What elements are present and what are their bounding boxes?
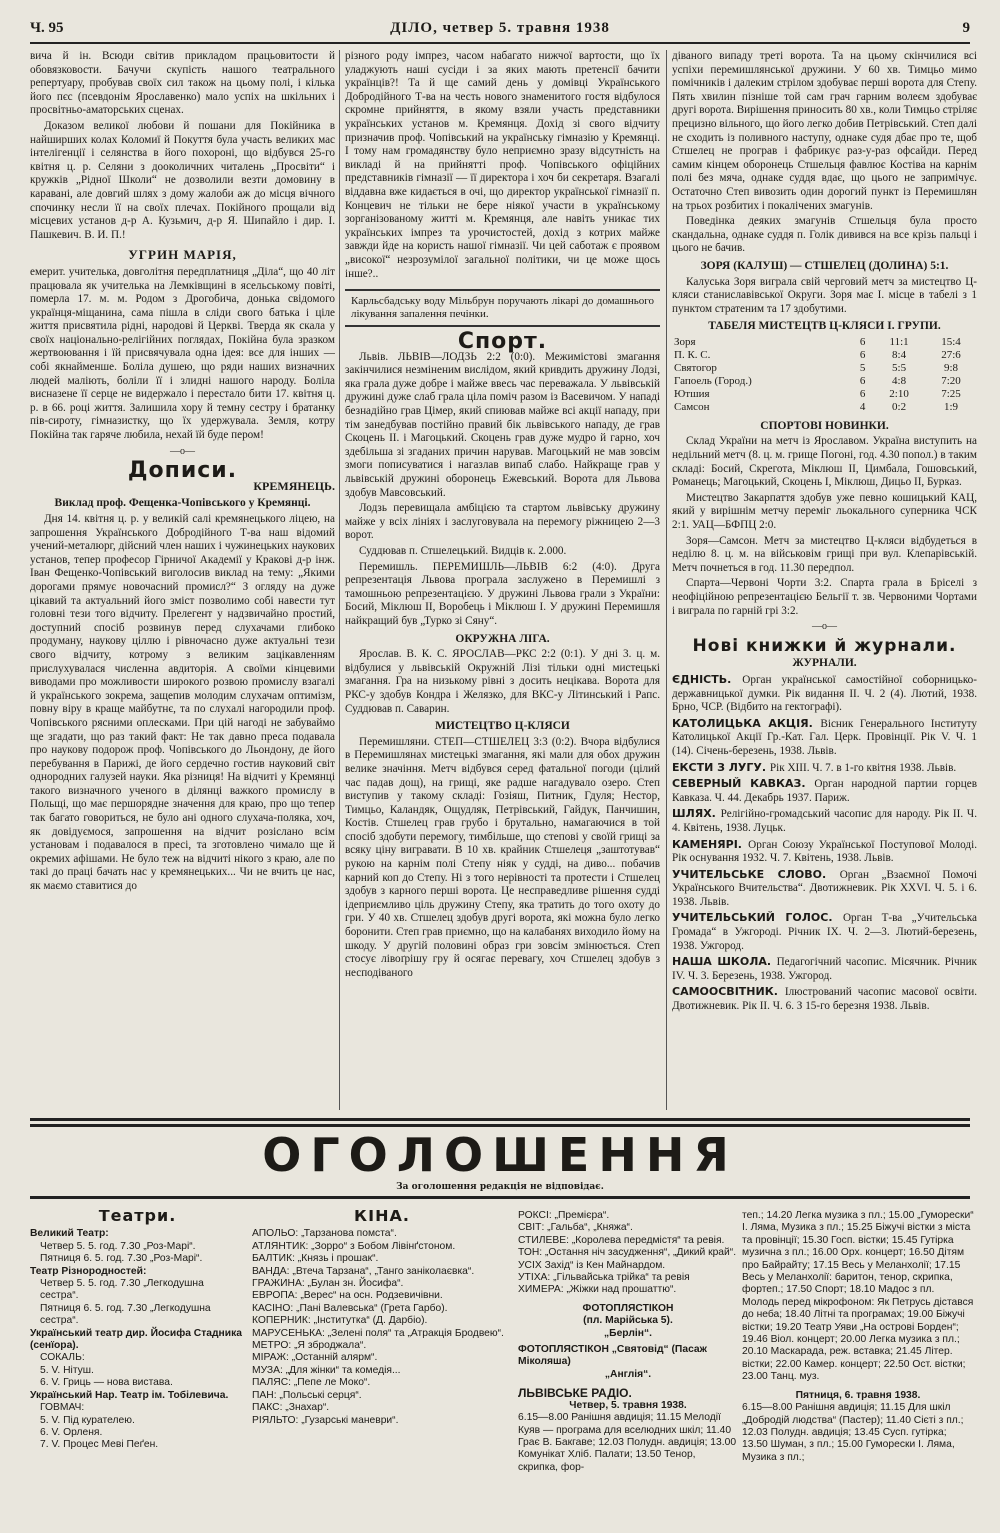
paragraph: Калуська Зоря виграла свій черговий метч за мистецтво Ц-кляси станиславівської Округи. Зоря має І. місце в табелі з 1 пунктом стратеним та 17 здобутими.	[672, 275, 977, 315]
journal-entry	[672, 955, 977, 983]
cinema-line: ВАНДА: „Втеча Тарзана“, „Танго заніколаєвка“.	[252, 1265, 475, 1277]
journal-description: Педагогічний часопис. Місячник. Річник IV. Ч. 3. Березень, 1938. Ужгород.	[672, 956, 977, 982]
table-row	[672, 336, 977, 349]
table-cell: 6	[859, 374, 866, 387]
ads-banner	[30, 1118, 970, 1202]
table-cell: Гапоель (Город.)	[674, 374, 752, 387]
masthead	[30, 18, 970, 44]
performance-line: 6. V. Гриць — нова вистава.	[40, 1377, 173, 1389]
table-cell: 0:2	[892, 400, 907, 413]
journal-title: СЕВЕРНЫЙ КАВКАЗ.	[672, 777, 815, 791]
column-1	[30, 50, 335, 1112]
article-subtitle: Виклад проф. Фещенка-Чопівського у Кремянці.	[54, 497, 311, 510]
paragraph: Суддював п. Стшелецький. Видців к. 2.000.	[359, 545, 567, 557]
column-rule	[339, 50, 340, 1110]
table-cell: 5:5	[892, 361, 907, 374]
journal-description: Рік XIII. Ч. 7. в 1-го квітня 1938. Львів.	[769, 761, 957, 774]
fotoplastikon-title: ФОТОПЛЯСТІКОН	[582, 1302, 674, 1314]
sub-heading: ОКРУЖНА ЛІГА.	[455, 632, 550, 645]
journal-title: УЧИТЕЛЬСЬКИЙ ГОЛОС.	[672, 911, 843, 925]
performance-line: 7. V. Процес Меві Пеґен.	[40, 1439, 159, 1451]
fotoplastikon-2-show: „Англія“.	[604, 1368, 652, 1380]
standings-table	[672, 336, 977, 414]
theatre-name: Український Нар. Театр ім. Тобілевича.	[30, 1389, 229, 1401]
table-cell: 11:1	[889, 335, 909, 348]
performance-line: 5. V. Нітуш.	[40, 1364, 94, 1376]
paragraph: Поведінка деяких змагунів Стшельця була просто скандальна, однаке суддя п. Голік дивився на все крізь пальці і цього не бачив.	[672, 215, 977, 255]
table-cell: 15:4	[941, 335, 961, 348]
cinema-line: АПОЛЬО: „Тарзанова помста“.	[252, 1228, 397, 1240]
journal-description: Ілюстрований часопис масової освіти. Двотижневик. Рік ІІ. Ч. 6. З 15-го березня 1938. Львів.	[672, 986, 977, 1013]
performance-line: ГОВМАЧ:	[40, 1402, 85, 1414]
paragraph: емерит. учителька, довголітня передплатниця „Діла“, що 40 літ працювала як учителька на Лемківщині в ясельському повіті, померла 17. м. м. Родом з Дрогобича, донька свідомого українця-міщанина, сама пішла в сліди свого батька і ціле життя присвятила рідні, народові й Церкві. Тверда як скала у своїх національно-релігійних поглядах, Покійна була зразком жертвоювання і їй присвячувала одна ідея: все для інших — собі якнайменше. Боліла душею, що ряди наших визначних людей маліють, боліли її і злидні нашого народу. Боліла висназене її серце не видержало і перестало бити 17. квітня ц. р. в 66. році життя. Залишила хору й темну сестру і братанку пів-сироту, гімназистку, що їх удержувала. Земля, котру Покійна так гаряче любила, нехай їй буде пером!	[30, 265, 335, 442]
theatres-heading: Театри.	[98, 1210, 177, 1225]
cinema-line: КАСІНО: „Пані Валевська“ (Грета Гарбо).	[252, 1302, 448, 1314]
journal-title: САМООСВІТНИК.	[672, 985, 785, 999]
journal-entry	[672, 868, 977, 910]
journal-description: Орган „Взаємної Помочі Українського Вчительства“. Двотижневик. Рік XXVI. Ч. 5. і 6. 1938. Львів.	[672, 868, 977, 908]
paragraph: Мистецтво Закарпаття здобув уже певно кошицький КАЦ, який у вирішнім метчу переміг льокального суперника ЧСК 2:1. УАЦ—БФПЦ 2:0.	[672, 491, 977, 532]
table-row	[672, 401, 977, 414]
table-cell: 5	[859, 361, 866, 374]
advert-note: Карльсбадську воду Мільбрун поручають лікарі до домашнього лікування запалення печінки.	[345, 289, 660, 327]
cinema-line: ТОН: „Остання ніч засудження“, „Дикий край“.	[518, 1247, 737, 1259]
cinema-line: АТЛЯНТИК: „Зорро“ з Бобом Лівінґстоном.	[252, 1240, 456, 1252]
journal-entry	[672, 911, 977, 953]
table-cell: П. К. С.	[674, 348, 711, 361]
cinema-line: ХИМЕРА: „Жіжки над прошаттю“.	[518, 1284, 677, 1296]
radio-program-continued	[742, 1210, 974, 1528]
newspaper-title: ДІЛО, четвер 5. травня 1938	[390, 20, 610, 36]
journal-entry	[672, 985, 977, 1013]
cinema-line: КОПЕРНИК: „Інститутка“ (Д. Дарбіо).	[252, 1315, 428, 1327]
table-cell: 4	[859, 400, 866, 413]
journal-entry	[672, 717, 977, 759]
journal-title: ЄДНІСТЬ.	[672, 672, 743, 686]
table-cell: 6	[859, 387, 866, 400]
paragraph: різного роду імпрез, часом набагато нижчої вартости, що їх уладжують наші сусіди і за яких мають претенсії бачити українців?! Та й ще самий день у домівці Українського Добродійного Т-ва на честь нового знаменитого гостя відбулося скромне прийняття, в якому взяли участь представники українських установ м. Кремянця. Дохід зі свого відчиту призначив проф. Чопівський на українську гімназію у Кремянці. І тому нам громадянству було неприємно зразу відсутність на викладі й на прийнятті проф. Чопівського офіційних представників гімназії — її директора і хоч би секретаря. Взагалі віддавна вже кидається в очі, що директор української гімназії п. Концевич не тільки не бере ніякої участи в українському зорганізованому житті м. Кремянця, але навіть уникає тих українських імпрез та урочистостей, дохід з котрих майже завжди йде на користь нашої гімназії. Чи цей саботаж є проявом „високої“ незрозумілої загальної політики, чи це може щось інше?..	[345, 50, 660, 280]
radio-day: Четвер, 5. травня 1938.	[569, 1399, 687, 1411]
separator: —o—	[170, 445, 195, 457]
fotoplastikon-2: ФОТОПЛЯСТІКОН „Святовід“ (Пасаж Міколяша)	[518, 1344, 707, 1368]
radio-title: ЛЬВІВСЬКЕ РАДІО.	[518, 1386, 632, 1401]
table-cell: 1:9	[943, 400, 959, 413]
place-heading: КРЕМЯНЕЦЬ.	[253, 478, 335, 493]
fotoplastikon-address: (пл. Марійська 5).	[583, 1315, 673, 1327]
journal-entry	[672, 673, 977, 715]
cinema-line: СВІТ: „Гальба“, „Княжа“.	[518, 1222, 633, 1234]
section-heading: Нові книжки й журнали.	[692, 635, 957, 656]
sub-heading: ЗОРЯ (КАЛУШ) — СТШЕЛЕЦ (ДОЛИНА) 5:1.	[700, 259, 949, 272]
cinema-line: УСІХ Захід“ із Кен Майнардом.	[518, 1259, 666, 1271]
theatre-name: Театр Різнородностей:	[30, 1265, 147, 1277]
performance-line: Пятниця 6. 5. год. 7.30 „Легкодушна сестра“.	[40, 1302, 211, 1327]
cinema-line: МУЗА: „Для жінки“ та комедія...	[252, 1364, 401, 1376]
journal-entry	[672, 777, 977, 805]
table-cell: 7:25	[941, 387, 961, 400]
journal-description: Орган української самостійної соборницько-державницької думки. Рік видання ІІ. Ч. 2 (4). Лютий, 1938. Брно, ЧСР. (Відбито на гектографі).	[672, 673, 977, 714]
fotoplastikon-show: „Берлін“.	[604, 1327, 652, 1339]
performance-line: СОКАЛЬ:	[40, 1352, 85, 1364]
theatre-name: Український театр дир. Йосифа Стадника (сенїора).	[30, 1327, 242, 1352]
cinemas-listing	[252, 1210, 512, 1528]
paragraph: Спарта—Червоні Чорти 3:2. Спарта грала в Бріселі з неофіційною репрезентацією Бельгії т. зв. Червоними Чортами і виграла по гарній грі 3:2.	[672, 577, 977, 617]
table-cell: Самсон	[674, 400, 710, 413]
table-cell: 4:8	[892, 374, 907, 387]
journal-description: Орган народной партии горцев Кавказа. Ч. 44. Декабрь 1937. Париж.	[672, 778, 977, 804]
ads-title: ОГОЛОШЕННЯ	[262, 1128, 738, 1182]
separator: —o—	[812, 621, 837, 633]
paragraph: Дня 14. квітня ц. р. у великій салі кремянецького ліцею, на запрошення Українського Добродійного Т-ва наш відомий учений-металюрг, дійсний член наших і чужинецьких наукових установ, тепер професор Гірничої Академії у Кракові д-р інж. Іван Фещенко-Чопівський виголосив виклад на тему: „Якими дорогами прямує новочасний промисл?“ З огляду на дуже цікавий та актуальний його зміст позволимо собі навести тут головні тези того відчиту. Прелегент у надзвичайно простий, доступний спосіб розвинув перед слухачами глибоко продуману, наукову ціллю і рівночасно дуже актуальні тези свого відчиту, котрому з великим зацікавленням прислухувалася численна авдиторія. А своїми кінцевими виводами про можливости широкого розвою промислу взагалі й українського зокрема, защепив молодим слухачам оптимізм, повну віру в краще майбутнє, та по слухалі нагородили проф. Чопівського рясними оплесками. При цій нагоді не забуваймо ще згадати, що раз такий факт: Не так давно преса подавала про наукову подорож проф. Чопівського до Льондону, де його перебування в Парижі, де його сердечно гостив науковий світ однородних галузей науки. Яка різниця! На відчиті у Кремянці такого визначного ученого в ділянці важкого промислу в Польщі, що має першорядне значення для краю, про що тепер так багато говориться, не було ані одного слухача-поляка, хоч, як довідуємося, запрошення на відчит розіслано всім установам і подавалося в пресі, та зготовлено чимало ще й окремих афішами. Не було теж на відчиті нікого з краю, але по такі до праці бачать нас у кремянецьких... Чи не вчить це нас, як маємо ставитися до	[30, 513, 335, 893]
journal-description: Орган Союзу Української Поступової Молоді. Рік оснування 1932. Ч. 7. Квітень, 1938. Львів.	[672, 838, 977, 865]
paragraph: діваного випаду треті ворота. Та на цьому скінчилися всі успіхи перемишлянської дружини. У 60 хв. Тимцьо мимо помічників і далеким стрілом здобуває перші ворота для Степу. Пять хвилин пізніше той сам грач гарним волеєм здобуває другі ворота. Вирішення приносить 80 хв., коли Тимцьо стріляє прецизно вільного, що його легко добив Петрівський. Степ далі не сходить із поливного наступу, однаке судя дбає про те, щоб Стшелец не програв і фабрикує раз-у-раз офсайди. Перед самим кінцем оборонець Стшельця фавлює Костіва на карнім полі без мяча, однаке суддя вдає, що цього не запримічує. Остаточно Степ вивозить один дорогий пункт із Перемишлян на трьох розбитих і покалічених змагунів.	[672, 50, 977, 212]
journal-title: УЧИТЕЛЬСЬКЕ СЛОВО.	[672, 867, 840, 881]
column-3	[672, 50, 977, 1112]
table-cell: 27:6	[941, 348, 961, 361]
paragraph: вича й ін. Всюди світив прикладом працьовитости й обовязковости. Бачучи скупість нашого театрального репертуару, пробував своїх сил також на цьому полі, і кілька його пєс (псевдонім Ярославенко) мало успіх на шкільних і просвітньо-аматорських сценах.	[30, 50, 335, 117]
book-list	[672, 673, 977, 1014]
cinema-line: ЕВРОПА: „Верес“ на осн. Родзевичівни.	[252, 1290, 443, 1302]
cinema-line: ПАЛЯС: „Пепе ле Моко“.	[252, 1377, 371, 1389]
cinema-line: РІЯЛЬТО: „Гузарські маневри“.	[252, 1414, 399, 1426]
cinemas-heading: КІНА.	[354, 1210, 410, 1225]
cinema-line: БАЛТИК: „Князь і прошак“.	[252, 1253, 379, 1265]
performance-line: Четвер 5. 5. год. 7.30 „Легкодушна сестра“.	[40, 1278, 204, 1302]
cinema-line: МІРАЖ: „Останній алярм“.	[252, 1352, 378, 1364]
table-cell: 2:10	[889, 387, 909, 400]
paragraph: Перемишль. ПЕРЕМИШЛЬ—ЛЬВІВ 6:2 (4:0). Друга репрезентація Львова програла заслужено в Перемишлі з тамошньою репрезентацією. У дружині Львова грали з України: Босий, Міклюш ІІ, Воробець і Міклюш І. У дружині Перемишля найкращий був „Турко зі Сяну“.	[345, 560, 660, 627]
journal-title: ШЛЯХ.	[672, 807, 721, 821]
paragraph: Лодзь перевищала амбіцією та стартом львівську дружину майже у всіх лініях і заслуговувала на перемогу ріжницею 2—3 ворот.	[345, 502, 660, 542]
radio-program: 6.15—8.00 Ранішня авдиція; 11.15 Для шкіл „Добродій людства“ (Пастер); 11.40 Сієті з пл.; 12.03 Полудн. авдиція; 13.45 Сусп. гутірка; 13.50 Шуман, з пл.; 15.00 Гуморески І. Ляма, Музика з пл.;	[742, 1402, 964, 1463]
journal-entry	[672, 761, 977, 776]
performance-line: Пятниця 6. 5. год. 7.30 „Роз-Марі“.	[40, 1253, 203, 1265]
theatres-listing	[30, 1210, 245, 1528]
cinema-line: ПАН: „Польські серця“.	[252, 1389, 362, 1401]
journal-title: КАТОЛИЦЬКА АКЦІЯ.	[672, 716, 821, 730]
table-title: ТАБЕЛЯ МИСТЕЦТВ Ц-КЛЯСИ І. ГРУПИ.	[708, 320, 941, 333]
journal-title: КАМЕНЯРІ.	[672, 837, 749, 851]
sub-heading: ЖУРНАЛИ.	[792, 657, 857, 670]
cinema-line: МАРУСЕНЬКА: „Зелені поля“ та „Атракція Бродвею“.	[252, 1327, 504, 1339]
cinemas-radio-listing	[518, 1210, 738, 1528]
column-2	[345, 50, 660, 1112]
section-heading: Спорт.	[457, 329, 548, 355]
paragraph: Ярослав. В. К. С. ЯРОСЛАВ—РКС 2:2 (0:1). У дні 3. ц. м. відбулися у львівській Окружній Лізі тільки одні мистецькі змагання. Гра на низькому рівні з досить нецікава. Ворота для РКС-у здобув Кондра і Желязко, для ВКС-у Літинський і Рапс. Суддював п. Саварин.	[345, 648, 660, 715]
journal-entry	[672, 807, 977, 835]
paragraph: Склад України на метч із Ярославом. Україна виступить на недільний метч (8. ц. м. грище Погоні, год. 4.30 попол.) в таким складі: Босий, Скрегота, Міклюш ІІ, Цимбала, Гошовський, Романець; Магоцький, Скоцень І, Міклюш, Дицьо ІІ, Бурказ.	[672, 435, 977, 489]
cinema-line: МЕТРО: „Я зброджала“.	[252, 1340, 367, 1352]
table-cell: 6	[859, 335, 866, 348]
sub-heading: МИСТЕЦТВО Ц-КЛЯСИ	[435, 720, 570, 733]
journal-title: НАША ШКОЛА.	[672, 955, 777, 969]
paragraph: Перемишляни. СТЕП—СТШЕЛЕЦ 3:3 (0:2). Вчора відбулися в Перемишлянах мистецькі змагання, які мали для обох дружин велике значіння. Метч відбувся серед фатальної погоди (цілий час падав дощ), на грищі, яке радше нагадувало озеро. Степ виступив у такому складі: Гозіяш, Питник, Гдуля; Нестор, Тимцьо, Каландяк, Ощудляк, Петрівський, Гайдук, Панчишин, Костів. Стшелец грав грубо і брутально, намагаючися в той спосіб здобути перемогу, тимбільше, що степові у своїй грищі за всяку ціну вигравати. В 10 хв. крайник Стшелеця „заштотував“ рукою на карнім полі Степу ніяк у судді, на диво... побачив карний коп до Степу. Ні з того нерівності та протести і Стшелец здобув з карного перші ворота. Це несправедливе рішення судді ідеприємливо ціль дружину Степу, яка тратить до того охоту до гри. У 40 хв. Стшелец здобув другі ворота, які можна було легко боронити. Степ грав приємно, що на калабанях виходило йому на шкоду. У другій половині образ гри зовсім змінюється. Степ стосує лівоґрішу гру й осягає перевагу, хоч Стшелец здобув з несподіваного	[345, 735, 660, 979]
table-cell: 6	[859, 348, 866, 361]
cinema-line: УТІХА: „Гільвайська трійка“ та ревія	[518, 1272, 690, 1284]
performance-line: 6. V. Орленя.	[40, 1426, 103, 1438]
table-cell: Зоря	[674, 335, 696, 348]
obituary-title: УГРИН МАРІЯ,	[128, 247, 237, 263]
theatre-name: Великий Театр:	[30, 1228, 109, 1240]
cinema-line: ПАКС: „Знахар“.	[252, 1402, 330, 1414]
radio-program: 6.15—8.00 Ранішня авдиція; 11.15 Мелодії Куяв — програма для вселюдних шкіл; 11.40 Грає В. Бакгаве; 12.03 Полудн. авдиція; 13.00 Комунікат Хліб. Палати; 13.50 Тенор, скрипка, фор-	[518, 1412, 737, 1473]
cinema-line: РОКСІ: „Премієра“.	[518, 1210, 610, 1221]
journal-description: Орган Т-ва „Учительська Громада“ в Ужгороді. Річник IX. Ч. 2—3. Лютий-березень, 1938. Ужгород.	[672, 912, 977, 952]
radio-program: теп.; 14.20 Легка музика з пл.; 15.00 „Гуморески“ І. Ляма, Музика з пл.; 15.25 Біжучі вістки з міста та провінції; 15.30 Госп. вістки; 15.45 Гутірка музична з пл.; 16.00 Орх. концерт; 16.50 Дітям про Байрайту; 17.15 Весь у Меланхолії; 17.15 Весь у Меланхолії: баритон, тенор, скрипка, фортеп.; 17.50 Спорт; 18.10 Мадос з пл. Молодь перед мікрофоном: Як Петрусь дістався до неба; 18.40 Літні та програмах; 19.00 Біжучі вістки; 19.20 Театр Уяви „На острові Борден“; 19.46 Віол. концерт; 20.00 Легка музика з пл.; 20.10 Маскарада, реж. вставка; 21.45 Літер. вістки; 22.00 Камер. концерт; 22.50 Ост. вістки; 23.00 Танц. муз.	[742, 1210, 974, 1383]
table-row	[672, 375, 977, 388]
performance-line: 5. V. Під курателею.	[40, 1414, 135, 1426]
page-number: 9	[962, 20, 970, 36]
ads-disclaimer: За оголошення редакція не відповідає.	[396, 1182, 604, 1192]
table-row	[672, 362, 977, 375]
paragraph: Доказом великої любови й пошани для Покійника в найширших колах Коломиї й Покуття була участь великих мас інтелігенції і селянства в його похороні, що відбувся 25-го квітня ц. р. Селяни з дооколичних читалень „Просвіти“ і кружків „Рідної Школи“ не дозволили везти домовину в каравані, але довгий шлях з дому жалоби аж до місця вічного спочинку несли її на своїх плечах. Покійного прощали від місцевих установ д-р А. Кузьмич, д-р Я. Шипайло і дир. І. Пашкевич. В. И. П.!	[30, 119, 335, 241]
performance-line: Четвер 5. 5. год. 7.30 „Роз-Марі“.	[40, 1240, 196, 1252]
table-cell: Ютшия	[674, 387, 710, 400]
journal-description: Релігійно-громадський часопис для народу. Рік ІІ. Ч. 4. Квітень, 1938. Луцьк.	[672, 808, 977, 834]
column-rule	[666, 50, 667, 1110]
table-cell: 8:4	[892, 348, 907, 361]
paragraph: Львів. ЛЬВІВ—ЛОДЗЬ 2:2 (0:0). Межимістові змагання закінчилися незміненим вислідом, який кривдить дружину Лодзі, яка грала дуже добре і майже ввесь час переважала. У львівській дружині дуже слаб грала ціла поміч разом із Васевичом. У нападі безнадійно грав Цімер, який спиював майже всі акції нападу, при тім занедбував постійно правий бік львівського нападу, де грав Скоцень ІІ. і Магоцький. Скоцень грав дуже мудро й гарно, хоч здебільша зі згаданих причин нарував. Магоцький не мав зовсім змоги пописуватися і нагазлав випаб слабо. Найкраще грав у львівській дружині оборонець Ежевський. Ворота для Львова здобув Мавсовський.	[345, 350, 660, 499]
table-row	[672, 349, 977, 362]
paragraph: Зоря—Самсон. Метч за мистецтво Ц-кляси відбудеться в неділю 8. ц. м. на військовім грищі при вул. Клепарівській. Метч почнеться в год. 11.30 передпол.	[672, 534, 977, 574]
journal-description: Вісник Генерального Інституту Католицької Акції Гр.-Кат. Гал. Церк. Провінції. Рік V. Ч. 1 (14). Січень-березень, 1938. Львів.	[672, 717, 977, 757]
journal-title: ЕКСТИ З ЛУГУ.	[672, 760, 770, 774]
cinema-line: СТИЛЕВЕ: „Королева передмістя“ та ревія.	[518, 1234, 725, 1246]
cinema-line: ГРАЖИНА: „Булан зн. Йосифа“.	[252, 1278, 404, 1290]
section-heading: Дописи.	[127, 458, 238, 484]
issue-number: Ч. 95	[30, 20, 64, 36]
table-row	[672, 388, 977, 401]
journal-entry	[672, 838, 977, 866]
table-cell: 9:8	[943, 361, 959, 374]
radio-day: Пятниця, 6. травня 1938.	[795, 1389, 921, 1401]
table-cell: 7:20	[941, 374, 961, 387]
sub-heading: СПОРТОВІ НОВИНКИ.	[760, 419, 889, 432]
table-cell: Святогор	[674, 361, 717, 374]
